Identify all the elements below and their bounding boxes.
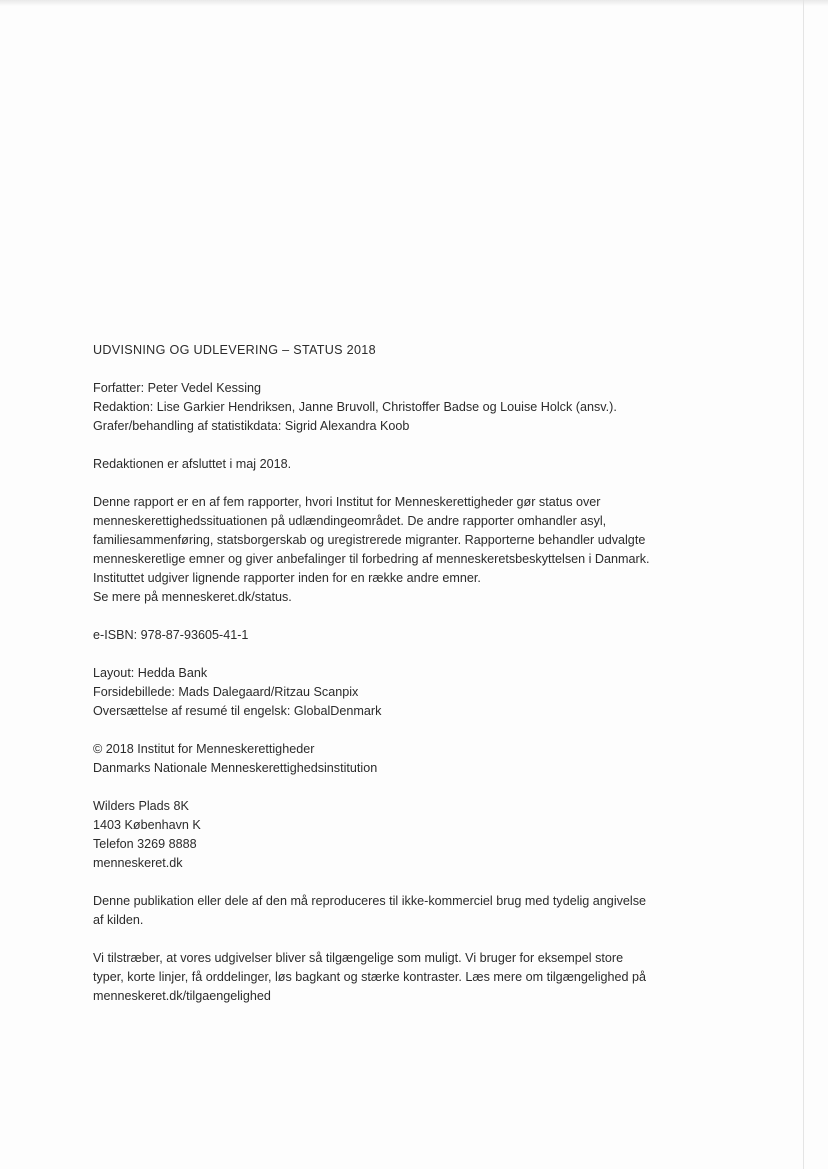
reproduction-block xyxy=(93,892,733,930)
report-title: UDVISNING OG UDLEVERING – STATUS 2018 xyxy=(93,343,376,357)
description-block xyxy=(93,493,733,607)
copyright-block xyxy=(93,740,733,778)
copyright-line: © 2018 Institut for Menneskerettigheder xyxy=(93,742,315,756)
accessibility-link-line: menneskeret.dk/tilgaengelighed xyxy=(93,989,271,1003)
production-layout: Layout: Hedda Bank xyxy=(93,666,208,680)
production-translation: Oversættelse af resumé til engelsk: GlobalDenmark xyxy=(93,704,382,718)
credit-graphs: Grafer/behandling af statistikdata: Sigrid Alexandra Koob xyxy=(93,419,410,433)
isbn: e-ISBN: 978-87-93605-41-1 xyxy=(93,628,249,642)
description-line: Denne rapport er en af fem rapporter, hvori Institut for Menneskerettigheder gør status over xyxy=(93,495,601,509)
description-line: menneskerettighedssituationen på udlændingeområdet. De andre rapporter omhandler asyl, xyxy=(93,514,607,528)
accessibility-line: typer, korte linjer, få orddelinger, løs bagkant og stærke kontraster. Læs mere om tilgængelighed på xyxy=(93,970,647,984)
credit-editors: Redaktion: Lise Garkier Hendriksen, Janne Bruvoll, Christoffer Badse og Louise Holck (ansv.). xyxy=(93,400,617,414)
description-line: menneskeretlige emner og giver anbefalinger til forbedring af menneskeretsbeskyttelsen i Danmark. xyxy=(93,552,650,566)
scan-edge-right xyxy=(803,0,804,1169)
production-cover-photo: Forsidebillede: Mads Dalegaard/Ritzau Scanpix xyxy=(93,685,359,699)
editorial-note: Redaktionen er afsluttet i maj 2018. xyxy=(93,457,292,471)
accessibility-line: Vi tilstræber, at vores udgivelser bliver så tilgængelige som muligt. Vi bruger for eksempel store xyxy=(93,951,624,965)
scan-shadow-top xyxy=(0,0,828,6)
credit-author: Forfatter: Peter Vedel Kessing xyxy=(93,381,262,395)
credits-block xyxy=(93,379,733,436)
description-link-line: Se mere på menneskeret.dk/status. xyxy=(93,590,292,604)
institution-line: Danmarks Nationale Menneskerettighedsinstitution xyxy=(93,761,378,775)
accessibility-block xyxy=(93,949,733,1006)
production-block xyxy=(93,664,733,721)
address-city: 1403 København K xyxy=(93,818,201,832)
colophon xyxy=(93,341,733,1025)
description-line: Instituttet udgiver lignende rapporter inden for en række andre emner. xyxy=(93,571,481,585)
reproduction-line: Denne publikation eller dele af den må reproduceres til ikke-kommerciel brug med tydelig angivelse xyxy=(93,894,647,908)
address-block xyxy=(93,797,733,873)
reproduction-line: af kilden. xyxy=(93,913,144,927)
description-line: familiesammenføring, statsborgerskab og uregistrerede migranter. Rapporterne behandler udvalgte xyxy=(93,533,646,547)
address-website: menneskeret.dk xyxy=(93,856,183,870)
address-phone: Telefon 3269 8888 xyxy=(93,837,197,851)
address-street: Wilders Plads 8K xyxy=(93,799,189,813)
